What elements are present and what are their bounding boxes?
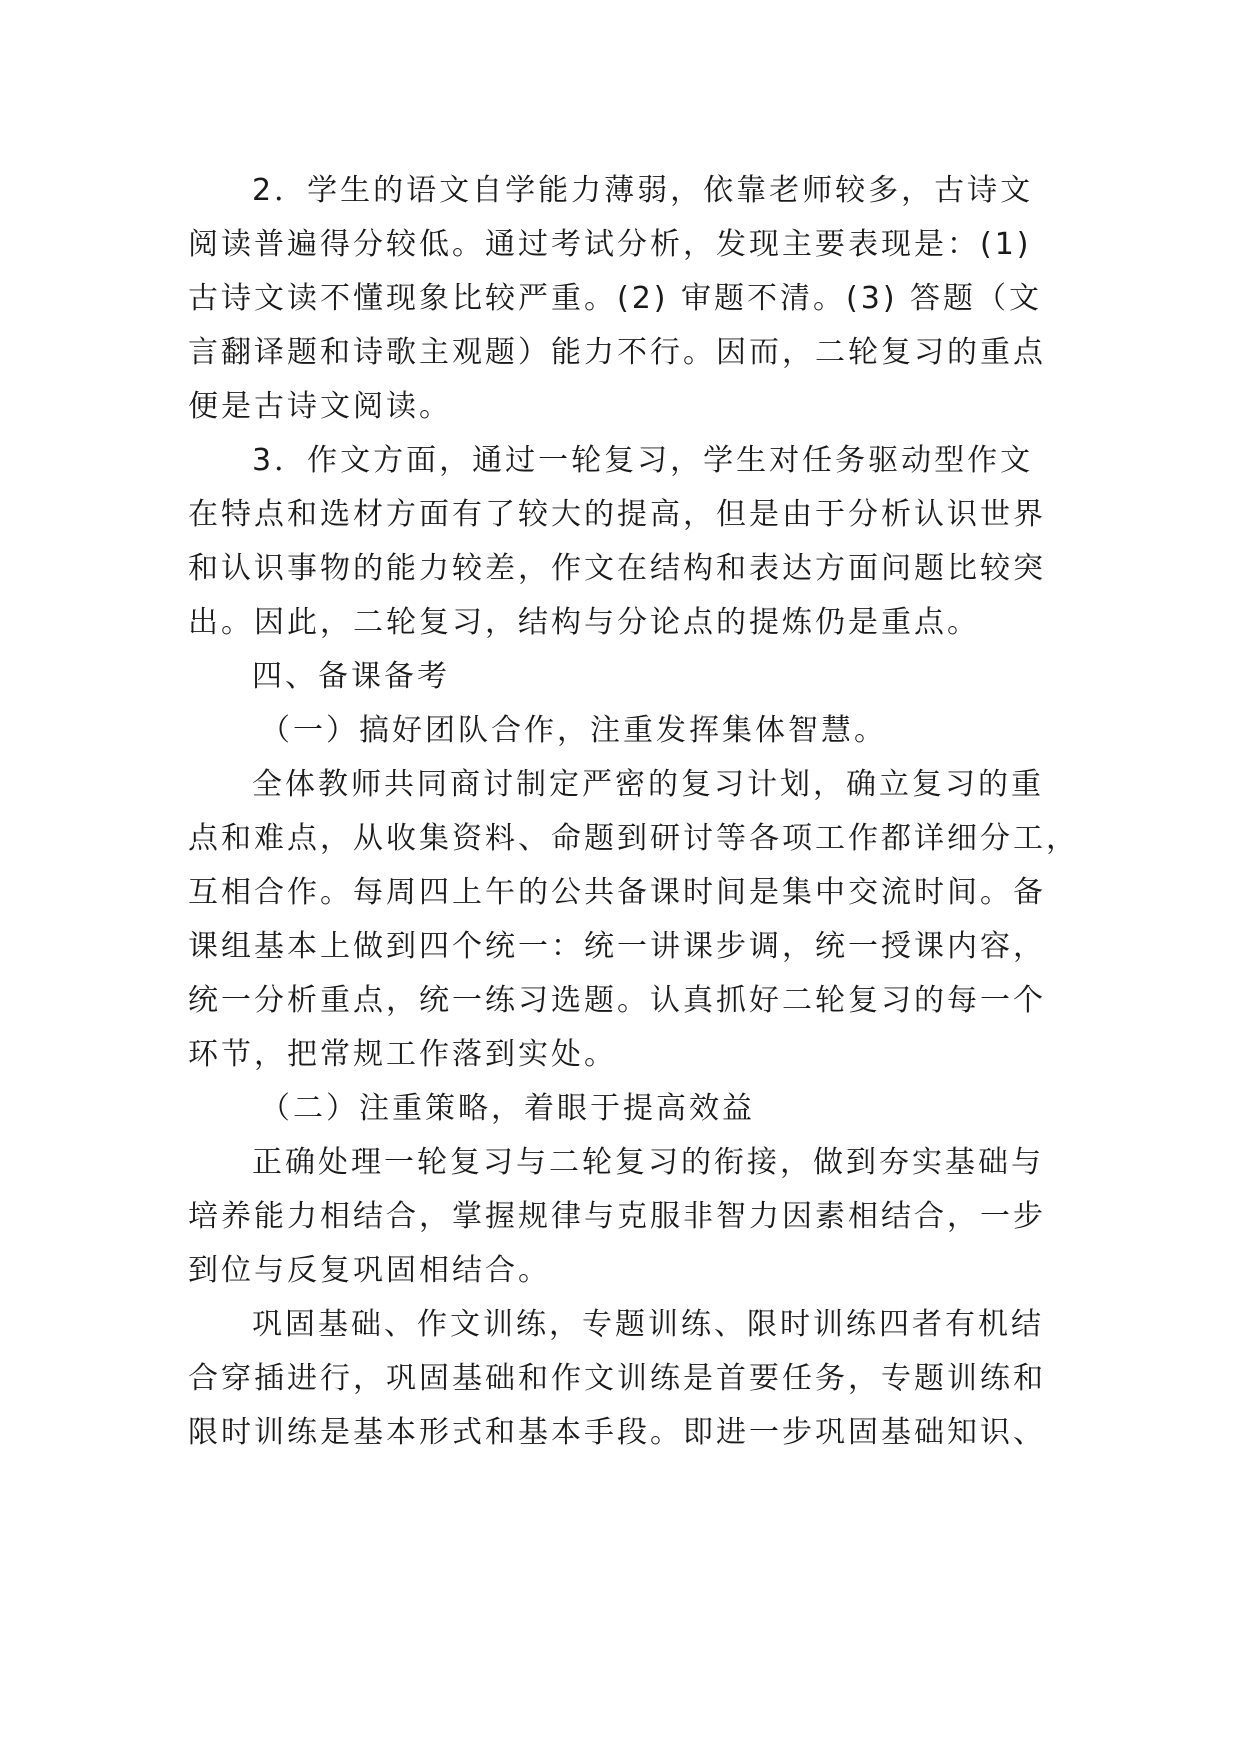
text-line: 出。因此，二轮复习，结构与分论点的提炼仍是重点。 — [188, 605, 980, 640]
text-line: 四、备课备考 — [252, 659, 450, 694]
text-line: 2．学生的语文自学能力薄弱，依靠老师较多，古诗文 — [252, 173, 1034, 208]
document-body — [188, 164, 1079, 1460]
text-line: 点和难点，从收集资料、命题到研讨等各项工作都详细分工， — [188, 821, 1079, 856]
text-line: （二）注重策略，着眼于提高效益 — [260, 1091, 755, 1126]
text-line: 课组基本上做到四个统一：统一讲课步调，统一授课内容， — [188, 929, 1046, 964]
text-line: 正确处理一轮复习与二轮复习的衔接，做到夯实基础与 — [252, 1145, 1044, 1180]
text-line: （一）搞好团队合作，注重发挥集体智慧。 — [260, 713, 887, 748]
text-line: 古诗文读不懂现象比较严重。(2) 审题不清。(3) 答题（文 — [188, 281, 1043, 316]
text-line: 环节，把常规工作落到实处。 — [188, 1037, 617, 1072]
text-line: 限时训练是基本形式和基本手段。即进一步巩固基础知识、 — [188, 1415, 1046, 1450]
text-line: 培养能力相结合，掌握规律与克服非智力因素相结合，一步 — [188, 1199, 1046, 1234]
text-line: 和认识事物的能力较差，作文在结构和表达方面问题比较突 — [188, 551, 1046, 586]
text-line: 到位与反复巩固相结合。 — [188, 1253, 551, 1288]
text-line: 阅读普遍得分较低。通过考试分析，发现主要表现是：(1) — [188, 227, 1032, 262]
text-line: 统一分析重点，统一练习选题。认真抓好二轮复习的每一个 — [188, 983, 1046, 1018]
text-line: 巩固基础、作文训练，专题训练、限时训练四者有机结 — [252, 1307, 1044, 1342]
text-line: 合穿插进行，巩固基础和作文训练是首要任务，专题训练和 — [188, 1361, 1046, 1396]
text-line: 在特点和选材方面有了较大的提高，但是由于分析认识世界 — [188, 497, 1046, 532]
text-line: 3．作文方面，通过一轮复习，学生对任务驱动型作文 — [252, 443, 1034, 478]
text-line: 便是古诗文阅读。 — [188, 389, 452, 424]
text-line: 互相合作。每周四上午的公共备课时间是集中交流时间。备 — [188, 875, 1046, 910]
text-line: 言翻译题和诗歌主观题）能力不行。因而，二轮复习的重点 — [188, 335, 1046, 370]
text-line: 全体教师共同商讨制定严密的复习计划，确立复习的重 — [252, 767, 1044, 802]
